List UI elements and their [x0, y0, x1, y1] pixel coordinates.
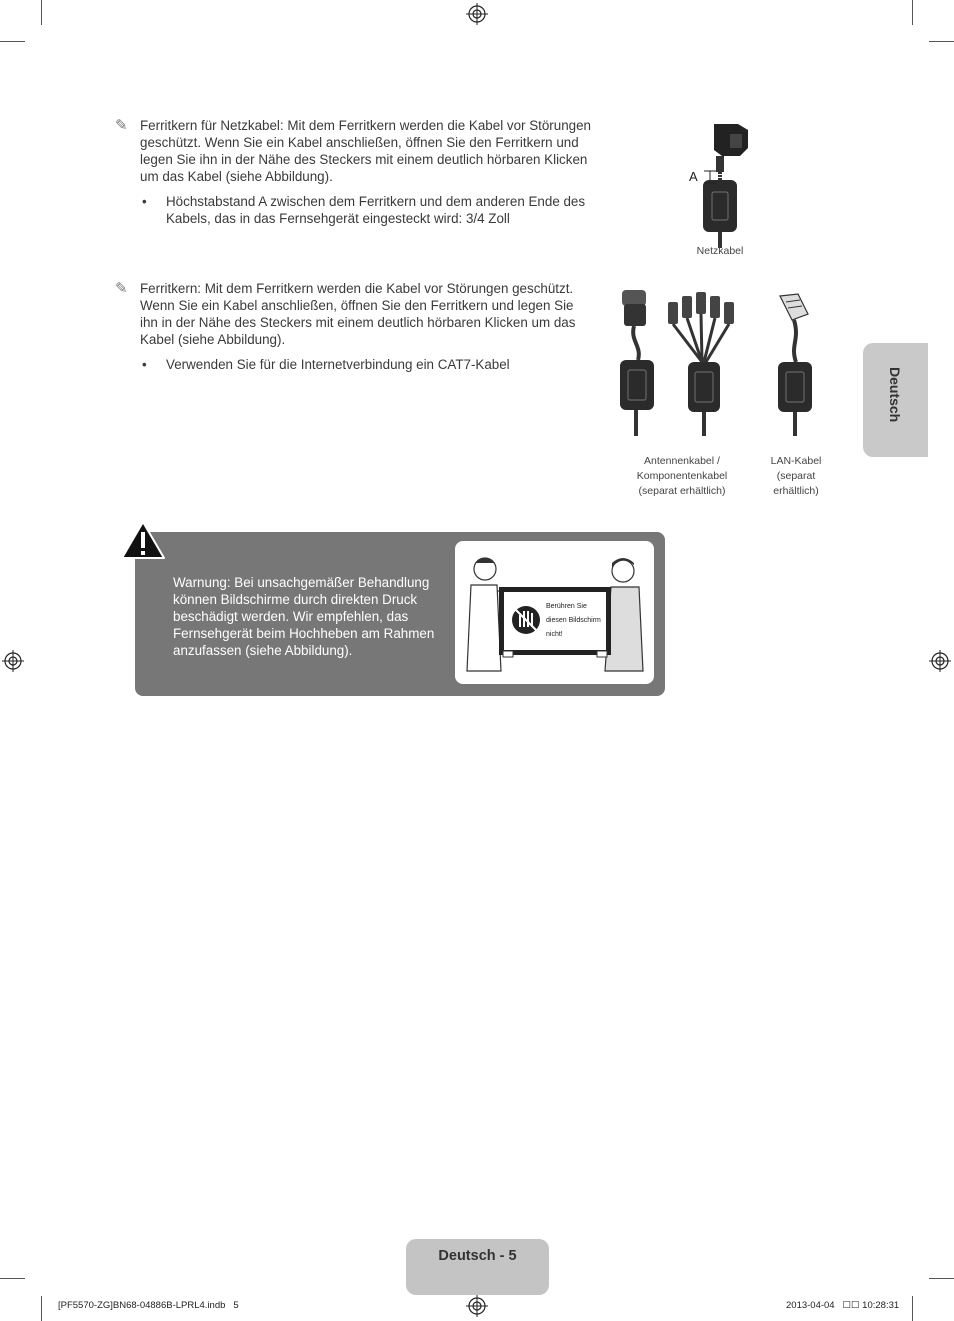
caption-line: LAN-Kabel [770, 455, 822, 467]
registration-mark-icon [929, 650, 951, 672]
caption-line: Komponentenkabel [636, 470, 728, 482]
lan-cable-caption [760, 454, 832, 499]
tv-handling-illustration [455, 541, 654, 684]
note-pencil-icon: ✎ [115, 280, 128, 297]
note-pencil-icon: ✎ [115, 117, 128, 134]
caption-line: Antennenkabel / [644, 455, 720, 467]
antenna-cable-figure [612, 286, 664, 438]
language-side-tab [863, 343, 928, 457]
print-slug-left: [PF5570-ZG]BN68-04886B-LPRL4.indb 5 [58, 1300, 239, 1311]
lan-cable-figure [770, 290, 820, 438]
bullet-dot: • [142, 357, 147, 372]
crop-mark [0, 41, 25, 42]
registration-mark-icon [466, 3, 488, 25]
warning-triangle-icon [120, 520, 166, 560]
tv-screen-line: Berühren Sie [546, 603, 587, 610]
power-cable-caption: Netzkabel [696, 245, 744, 257]
tv-screen-warning [546, 600, 610, 642]
crop-mark [41, 0, 42, 25]
antenna-cable-caption [622, 454, 742, 499]
caption-line: (separat [776, 470, 816, 482]
crop-mark [912, 0, 913, 25]
bullet-text: Höchstabstand A zwischen dem Ferritkern und dem anderen Ende des Kabels, das in das Fernsehgerät eingesteckt wird: 3/4 Zoll [166, 194, 586, 226]
registration-mark-icon [2, 650, 24, 672]
note-ferrite-power-bullet [142, 193, 597, 233]
note-ferrite-text: Ferritkern: Mit dem Ferritkern werden die Kabel vor Störungen geschützt. Wenn Sie ein Kabel anschließen, öffnen Sie den Ferritkern und legen Sie ihn in der Nähe des Steckers mit einem deutlich hörbaren Klicken um das Kabel (siehe Abbildung). [140, 281, 576, 347]
caption-line: (separat erhältlich) [638, 485, 726, 497]
page-number: Deutsch - 5 [438, 1248, 517, 1264]
crop-mark [41, 1296, 42, 1321]
distance-marker-icon [702, 170, 718, 184]
power-cable-figure [700, 120, 760, 250]
registration-mark-icon [466, 1295, 488, 1317]
print-slug-right: 2013-04-04 ☐☐ 10:28:31 [786, 1300, 900, 1311]
note-ferrite-power-text: Ferritkern für Netzkabel: Mit dem Ferritkern werden die Kabel vor Störungen geschützt. Wenn Sie ein Kabel anschließen, öffnen Sie den Ferritkern und legen Sie ihn in der Nähe des Steckers mit einem deutlich hörbaren Klicken um das Kabel (siehe Abbildung). [140, 118, 592, 184]
page-number-tab [406, 1239, 549, 1295]
warning-text [173, 574, 448, 659]
tv-screen-line: nicht! [546, 631, 563, 638]
language-side-tab-label: Deutsch [887, 367, 903, 423]
note-ferrite-bullet [142, 356, 597, 376]
warning-body: : Bei unsachgemäßer Behandlung können Bildschirme durch direkten Druck beschädigt werden. Wir empfehlen, das Fernsehgerät beim Hochheben am Rahmen anzufassen (siehe Abbildung). [173, 575, 435, 658]
crop-mark [929, 41, 954, 42]
bullet-dot: • [142, 194, 147, 209]
component-cable-figure [664, 290, 746, 438]
warning-label: Warnung [173, 575, 227, 590]
bullet-text: Verwenden Sie für die Internetverbindung ein CAT7-Kabel [166, 357, 510, 372]
tv-screen-line: diesen Bildschirm [546, 617, 601, 624]
caption-line: erhältlich) [773, 485, 819, 497]
crop-mark [929, 1278, 954, 1279]
crop-mark [912, 1296, 913, 1321]
crop-mark [0, 1278, 25, 1279]
distance-label: A [689, 169, 698, 184]
